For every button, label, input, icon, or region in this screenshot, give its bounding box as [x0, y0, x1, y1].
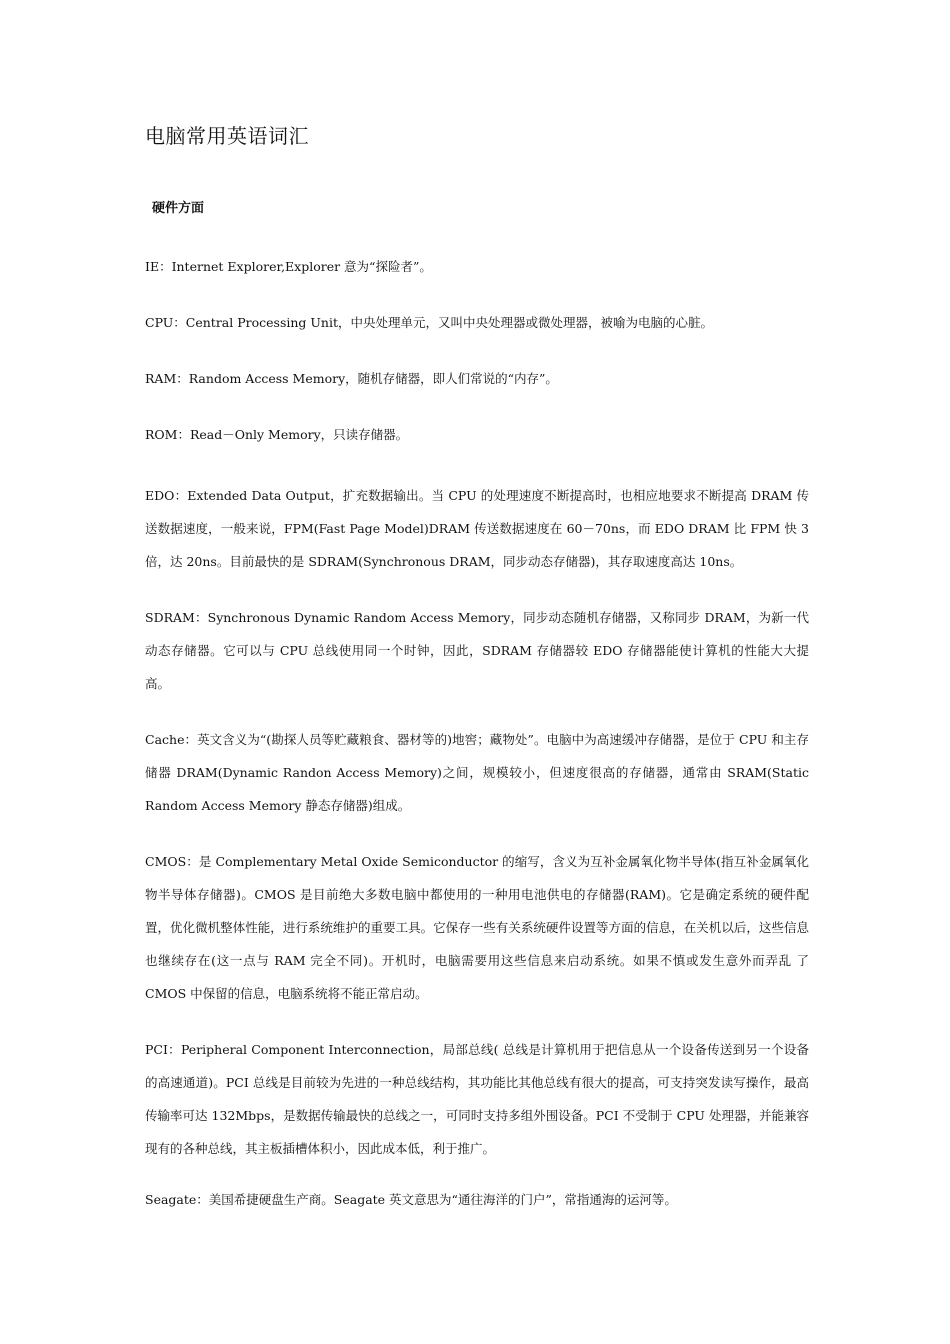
glossary-entry-rom: ROM：Read－Only Memory，只读存储器。	[145, 427, 409, 442]
glossary-list	[145, 255, 809, 1244]
glossary-entry-cache: Cache：英文含义为“(勘探人员等贮藏粮食、器材等的)地窖；藏物处”。电脑中为高速缓冲存储器，是位于 CPU 和主存储器 DRAM(Dynamic Randon Access Memory)之间，规模较小，但速度很高的存储器，通常由 SRAM(Static Random Access Memory 静态存储器)组成。	[145, 732, 809, 813]
glossary-entry-pci: PCI：Peripheral Component Interconnection，局部总线( 总线是计算机用于把信息从一个设备传送到另一个设备的高速通道)。PCI 总线是目前较为先进的一种总线结构，其功能比其他总线有很大的提高，可支持突发读写操作，最高传输率可达 132Mbps，是数据传输最快的总线之一，可同时支持多组外围设备。PCI 不受制于 CPU 处理器，并能兼容现有的各种总线，其主板插槽体积小，因此成本低，利于推广。	[145, 1042, 809, 1156]
page-title: 电脑常用英语词汇	[145, 124, 309, 148]
glossary-entry-ie: IE：Internet Explorer,Explorer 意为“探险者”。	[145, 259, 432, 274]
glossary-entry-edo: EDO：Extended Data Output，扩充数据输出。当 CPU 的处理速度不断提高时，也相应地要求不断提高 DRAM 传送数据速度，一般来说，FPM(Fast Page Model)DRAM 传送数据速度在 60－70ns，而 EDO DRAM 比 FPM 快 3 倍，达 20ns。目前最快的是 SDRAM(Synchronous DRAM，同步动态存储器)，其存取速度高达 10ns。	[145, 488, 809, 569]
glossary-entry-sdram: SDRAM：Synchronous Dynamic Random Access Memory，同步动态随机存储器，又称同步 DRAM，为新一代动态存储器。它可以与 CPU 总线使用同一个时钟，因此，SDRAM 存储器较 EDO 存储器能使计算机的性能大大提高。	[145, 610, 809, 691]
glossary-entry-seagate: Seagate：美国希捷硬盘生产商。Seagate 英文意思为“通往海洋的门户”，常指通海的运河等。	[145, 1192, 677, 1207]
glossary-entry-cpu: CPU：Central Processing Unit，中央处理单元，又叫中央处理器或微处理器，被喻为电脑的心脏。	[145, 315, 713, 330]
glossary-entry-ram: RAM：Random Access Memory，随机存储器，即人们常说的“内存”。	[145, 371, 558, 386]
glossary-entry-cmos: CMOS：是 Complementary Metal Oxide Semiconductor 的缩写，含义为互补金属氧化物半导体(指互补金属氧化物半导体存储器)。CMOS 是目前绝大多数电脑中都使用的一种用电池供电的存储器(RAM)。它是确定系统的硬件配置，优化微机整体性能，进行系统维护的重要工具。它保存一些有关系统硬件设置等方面的信息，在关机以后，这些信息也继续存在(这一点与 RAM 完全不同)。开机时，电脑需要用这些信息来启动系统。如果不慎或发生意外而弄乱 了 CMOS 中保留的信息，电脑系统将不能正常启动。	[145, 854, 809, 1001]
section-heading: 硬件方面	[152, 201, 205, 216]
